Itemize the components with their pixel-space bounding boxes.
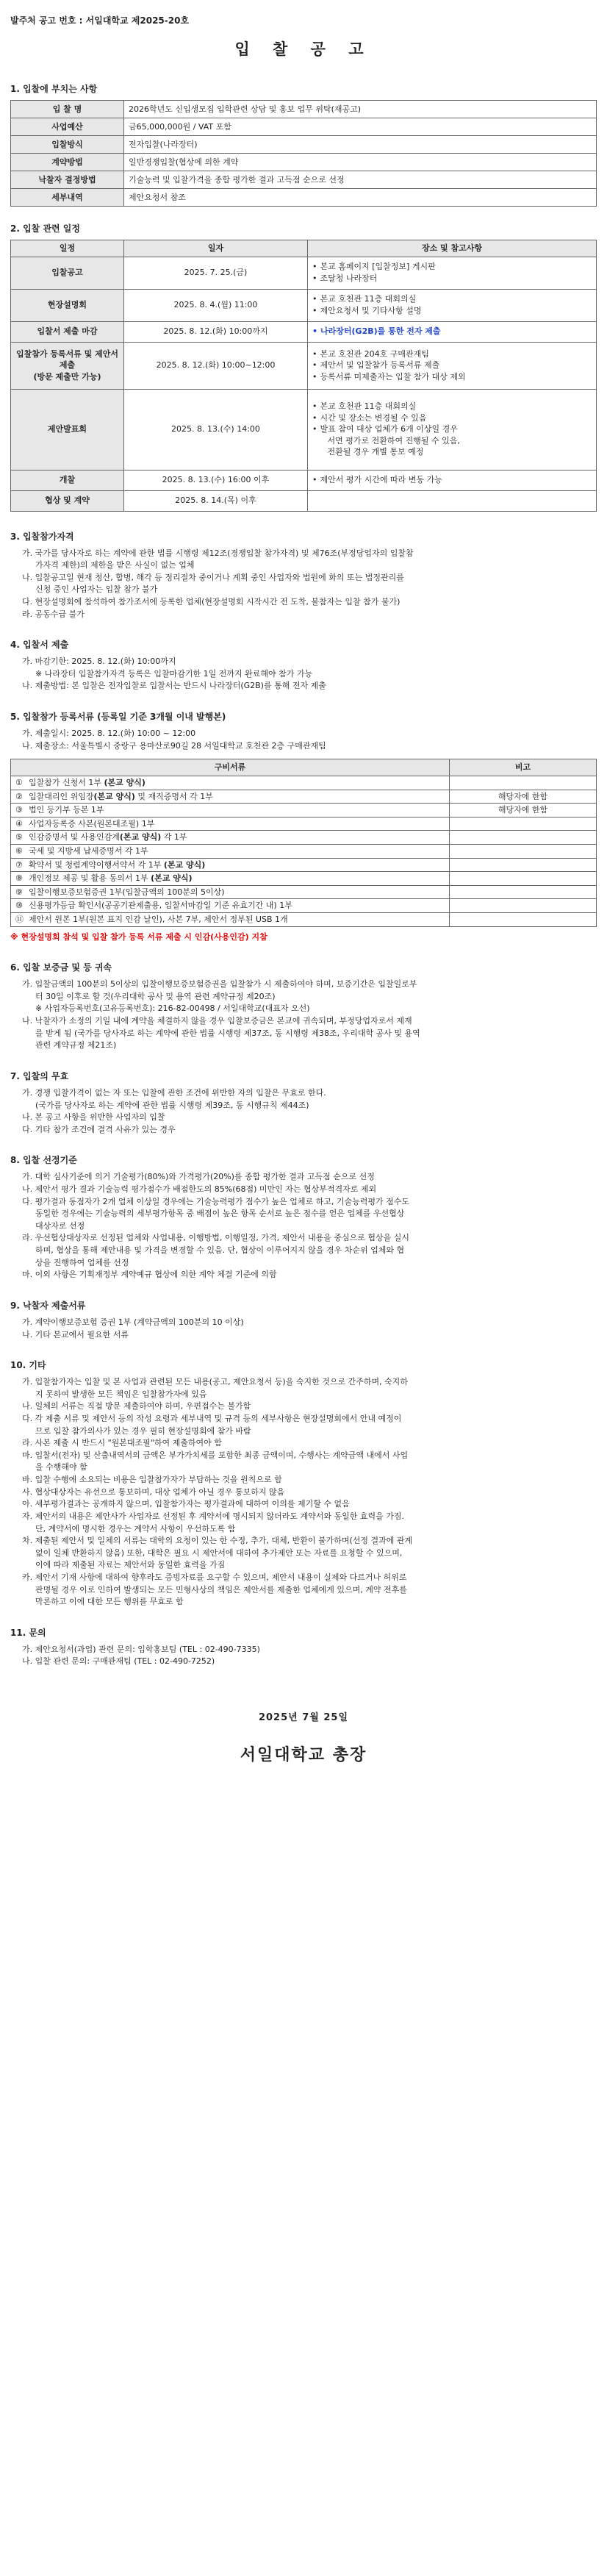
clause-cont: 므로 입찰 참가의사가 있는 경우 필히 현장설명회에 참가 바람 bbox=[35, 1425, 251, 1436]
table-row bbox=[11, 817, 597, 831]
col-header: 일자 bbox=[124, 240, 308, 257]
table-row bbox=[11, 289, 597, 321]
clause: 카. 제안서 기재 사항에 대하여 향후라도 증빙자료를 요구할 수 있으며, 제안서 내용이 실제와 다르거나 허위로 bbox=[22, 1572, 407, 1582]
doc-name: ⑩ 신용평가등급 확인서(공공기관제출용, 입찰서마감일 기준 유효기간 내) 1부 bbox=[11, 899, 450, 913]
clause-cont: 대상자로 선정 bbox=[35, 1220, 85, 1231]
col-header: 구비서류 bbox=[11, 759, 450, 776]
table-row bbox=[11, 188, 597, 206]
schedule-notes bbox=[308, 257, 597, 289]
list-item: • 제안요청서 및 기타사항 설명 bbox=[312, 306, 422, 316]
clause-cont: 을 수행해야 함 bbox=[35, 1462, 87, 1473]
clause: 나. 제안서 평가 결과 기술능력 평가점수가 배점한도의 85%(68점) 미만인 자는 협상부적격자로 제외 bbox=[22, 1184, 377, 1195]
doc-remark bbox=[450, 899, 597, 913]
list-item: • 본교 호천관 11층 대회의실 bbox=[312, 401, 417, 411]
document bbox=[10, 15, 597, 1767]
clause: 나. 본 공고 사항을 위반한 사업자의 입찰 bbox=[22, 1112, 165, 1123]
clause-cont: 이에 따라 제출된 자료는 제안서와 동일한 효력을 가짐 bbox=[35, 1560, 226, 1570]
table-row bbox=[11, 844, 597, 858]
doc-name: ⑦ 확약서 및 청렴계약이행서약서 각 1부 (본교 양식) bbox=[11, 858, 450, 872]
doc-name: ⑪ 제안서 원본 1부(원본 표지 인감 날인), 사본 7부, 제안서 정부된 USB 1개 bbox=[11, 913, 450, 927]
clause: 가. 제안요청서(과업) 관련 문의: 입학홍보팀 (TEL : 02-490-7335) bbox=[22, 1644, 260, 1654]
clause-cont: 동일한 경우에는 기술능력의 세부평가항목 중 배점이 높은 항목 순서로 높은 점수를 얻은 업체를 우선협상 bbox=[35, 1209, 405, 1219]
row-label: 세부내역 bbox=[11, 188, 124, 206]
schedule-date: 2025. 8. 4.(월) 11:00 bbox=[124, 289, 308, 321]
clause: 가. 대학 심사기준에 의거 기술평가(80%)와 가격평가(20%)를 종합 평가한 결과 고득점 순으로 선정 bbox=[22, 1172, 375, 1182]
list-item: • 본교 호천관 11층 대회의실 bbox=[312, 294, 417, 304]
clause-cont: (국가를 당사자로 하는 계약에 관한 법률 시행령 제39조, 동 시행규칙 제44조) bbox=[35, 1100, 309, 1110]
schedule-notes bbox=[308, 470, 597, 490]
doc-name: ⑥ 국세 및 지방세 납세증명서 각 1부 bbox=[11, 844, 450, 858]
col-header: 일정 bbox=[11, 240, 124, 257]
table-row bbox=[11, 885, 597, 899]
table-row bbox=[11, 153, 597, 171]
schedule-label: 입찰서 제출 마감 bbox=[11, 321, 124, 342]
table-row bbox=[11, 321, 597, 342]
doc-remark bbox=[450, 858, 597, 872]
list-item: • 나라장터(G2B)를 통한 전자 제출 bbox=[312, 326, 441, 337]
schedule-label: 협상 및 계약 bbox=[11, 490, 124, 511]
clause: 차. 제출된 제안서 및 일체의 서류는 대학의 요청이 있는 한 수정, 추가, 대체, 반환이 불가하며(선정 결과에 관계 bbox=[22, 1536, 413, 1546]
list-item: • 발표 참여 대상 업체가 6개 이상일 경우 서면 평가로 전환하여 진행될 수 있음, 전환될 경우 개별 통보 예정 bbox=[312, 424, 460, 457]
section-1-title: 1. 입찰에 부치는 사항 bbox=[10, 83, 98, 94]
schedule-notes bbox=[308, 342, 597, 389]
clause: 라. 우선협상대상자로 선정된 업체와 사업내용, 이행방법, 이행일정, 가격, 제안서 내용을 중심으로 협상을 실시 bbox=[22, 1233, 409, 1243]
list-item: • 시간 및 장소는 변경될 수 있음 bbox=[312, 412, 427, 423]
clause-note: ※ 사업자등록번호(고유등록번호): 216-82-00498 / 서일대학교(대표자 오선) bbox=[35, 1003, 310, 1014]
table-row bbox=[11, 790, 597, 804]
clause: 마. 이외 사항은 기획재정부 계약예규 협상에 의한 계약 체결 기준에 의함 bbox=[22, 1270, 277, 1280]
clause: 나. 제출장소: 서울특별시 중랑구 용마산로90길 28 서일대학교 호천관 2층 구매관재팀 bbox=[22, 740, 326, 751]
section-5-title: 5. 입찰참가 등록서류 (등록일 기준 3개월 이내 발행본) bbox=[10, 712, 226, 723]
clause: 나. 낙찰자가 소정의 기일 내에 계약을 체결하지 않을 경우 입찰보증금은 본교에 귀속되며, 부정당업자로서 제재 bbox=[22, 1016, 412, 1026]
table-row bbox=[11, 389, 597, 470]
schedule-label: 제안발표회 bbox=[11, 389, 124, 470]
row-value: 전자입찰(나라장터) bbox=[124, 135, 597, 153]
table-row bbox=[11, 776, 597, 790]
schedule-date: 2025. 8. 12.(화) 10:00까지 bbox=[124, 321, 308, 342]
clause: 나. 입찰공고일 현재 청산, 합병, 해각 등 정리절차 중이거나 계획 중인 사업자와 법원에 화의 또는 법정관리를 bbox=[22, 572, 404, 582]
table-row bbox=[11, 118, 597, 135]
doc-remark bbox=[450, 872, 597, 886]
row-label: 계약방법 bbox=[11, 153, 124, 171]
clause: 마. 입찰서(전자) 및 산출내역서의 금액은 부가가치세를 포함한 최종 금액이며, 수행사는 계약금액 내에서 사업 bbox=[22, 1450, 409, 1460]
clause: 자. 제안서의 내용은 제안사가 사업자로 선정된 후 계약서에 명시되지 않더라도 계약서와 동일한 효력을 가짐. bbox=[22, 1511, 404, 1521]
row-label: 입 찰 명 bbox=[11, 100, 124, 118]
row-value: 기술능력 및 입찰가격을 종합 평가한 결과 고득점 순으로 선정 bbox=[124, 171, 597, 188]
clause: 다. 평가결과 동점자가 2개 업체 이상일 경우에는 기술능력평가 점수가 높은 업체로 하고, 기술능력평가 점수도 bbox=[22, 1196, 409, 1206]
section-10-title: 10. 기타 bbox=[10, 1360, 46, 1371]
section-11-title: 11. 문의 bbox=[10, 1627, 46, 1638]
clause: 아. 세부평가결과는 공개하지 않으며, 입찰참가자는 평가결과에 대하여 이의를 제기할 수 없음 bbox=[22, 1499, 350, 1509]
clause: 나. 기타 본교에서 필요한 서류 bbox=[22, 1329, 129, 1339]
col-header: 장소 및 참고사항 bbox=[308, 240, 597, 257]
row-value: 2026학년도 신입생모집 입학관련 상담 및 홍보 업무 위탁(재공고) bbox=[124, 100, 597, 118]
doc-remark: 해당자에 한함 bbox=[450, 790, 597, 804]
clause-cont: 없이 일체 반환하지 않음) 또한, 대학은 필요 시 제안서에 대하여 추가제안 또는 자료를 요청할 수 있으며, bbox=[35, 1548, 403, 1558]
section-2-title: 2. 입찰 관련 일정 bbox=[10, 223, 80, 234]
clause: 가. 경쟁 입찰가격이 없는 자 또는 입찰에 관한 조건에 위반한 자의 입찰은 무효로 한다. bbox=[22, 1087, 326, 1098]
issuer-name: 서일대학교 총장 bbox=[240, 1746, 367, 1765]
list-item: • 제안서 평가 시간에 따라 변동 가능 bbox=[312, 475, 442, 485]
clause: 다. 현장설명회에 참석하여 참가조서에 등록한 업체(현장설명회 시작시간 전 도착, 불참자는 입찰 참가 불가) bbox=[22, 596, 401, 607]
clause-cont: 를 받게 됨 (국가를 당사자로 하는 계약에 관한 법률 시행령 제37조, 동 시행령 제38조, 우리대학 공사 및 용역 bbox=[35, 1028, 420, 1038]
clause: 가. 계약이행보증보험 증권 1부 (계약금액의 100분의 10 이상) bbox=[22, 1317, 244, 1327]
table-row bbox=[11, 257, 597, 289]
clause-cont: 신청 중인 사업자는 입찰 참가 불가 bbox=[35, 584, 158, 595]
table-row bbox=[11, 490, 597, 511]
schedule-notes bbox=[308, 321, 597, 342]
list-item: • 등록서류 미제출자는 입찰 참가 대상 제외 bbox=[312, 371, 466, 382]
notice-number: 발주처 공고 번호 : 서일대학교 제2025-20호 bbox=[10, 15, 190, 26]
table-row bbox=[11, 872, 597, 886]
doc-remark: 해당자에 한함 bbox=[450, 804, 597, 817]
section-4-title: 4. 입찰서 제출 bbox=[10, 640, 69, 651]
table-row bbox=[11, 831, 597, 845]
doc-remark bbox=[450, 831, 597, 845]
row-value: 일반경쟁입찰(협상에 의한 계약 bbox=[124, 153, 597, 171]
table-header-row bbox=[11, 759, 597, 776]
doc-name: ② 입찰대리인 위임장(본교 양식) 및 재직증명서 각 1부 bbox=[11, 790, 450, 804]
col-header: 비고 bbox=[450, 759, 597, 776]
row-label: 사업예산 bbox=[11, 118, 124, 135]
required-docs-table bbox=[10, 759, 597, 926]
doc-name: ⑤ 인감증명서 및 사용인감계(본교 양식) 각 1부 bbox=[11, 831, 450, 845]
clause-cont: 상을 진행하여 업체를 선정 bbox=[35, 1257, 129, 1267]
clause-cont: 하며, 협상을 통해 제안내용 및 가격을 변경할 수 있음. 단, 협상이 이루어지지 않을 경우 차순위 업체와 협 bbox=[35, 1245, 405, 1256]
table-row bbox=[11, 913, 597, 927]
section-7-title: 7. 입찰의 무효 bbox=[10, 1070, 69, 1081]
clause: 바. 입찰 수행에 소요되는 비용은 입찰참가자가 부담하는 것을 원칙으로 함 bbox=[22, 1475, 282, 1485]
list-item: • 본교 홈페이지 [입찰정보] 게시판 bbox=[312, 262, 436, 272]
schedule-label: 입찰공고 bbox=[11, 257, 124, 289]
clause-cont: 판명될 경우 이로 인하여 발생되는 모든 민형사상의 책임은 제안서를 제출한 업체에게 있으며, 계약 전후를 bbox=[35, 1584, 407, 1595]
notice-date: 2025년 7월 25일 bbox=[258, 1712, 349, 1724]
clause-note: ※ 나라장터 입찰참가자격 등록은 입찰마감기한 1일 전까지 완료해야 참가 가능 bbox=[35, 668, 313, 679]
schedule-notes bbox=[308, 389, 597, 470]
table-header-row bbox=[11, 240, 597, 257]
clause: 가. 제출일시: 2025. 8. 12.(화) 10:00 ~ 12:00 bbox=[22, 729, 196, 739]
clause-cont: 지 못하여 발생한 모든 책임은 입찰참가자에 있음 bbox=[35, 1389, 207, 1399]
clause: 다. 기타 참가 조건에 결격 사유가 있는 경우 bbox=[22, 1124, 176, 1134]
schedule-notes bbox=[308, 289, 597, 321]
clause: 라. 공동수급 불가 bbox=[22, 609, 85, 619]
table-row bbox=[11, 135, 597, 153]
clause: 나. 입찰 관련 문의: 구매관재팀 (TEL : 02-490-7252) bbox=[22, 1656, 215, 1667]
schedule-date: 2025. 8. 13.(수) 14:00 bbox=[124, 389, 308, 470]
clause: 가. 입찰금액의 100분의 5이상의 입찰이행보증보험증권을 입찰참가 시 제출하여야 하며, 보증기간은 입찰일로부 bbox=[22, 979, 417, 990]
doc-name: ⑨ 입찰이행보증보험증권 1부(입찰금액의 100분의 5이상) bbox=[11, 885, 450, 899]
row-value: 금65,000,000원 / VAT 포함 bbox=[124, 118, 597, 135]
list-item: • 제안서 및 입찰참가 등록서류 제출 bbox=[312, 360, 440, 371]
row-value: 제안요청서 참조 bbox=[124, 188, 597, 206]
schedule-date: 2025. 8. 13.(수) 16:00 이후 bbox=[124, 470, 308, 490]
clause-cont: 단, 계약서에 명시한 경우는 계약서 사항이 우선하도록 함 bbox=[35, 1523, 236, 1534]
schedule-label: 입찰참가 등록서류 및 제안서 제출 (방문 제출만 가능) bbox=[11, 342, 124, 389]
doc-remark bbox=[450, 913, 597, 927]
warning-note: ※ 현장설명회 참석 및 입찰 참가 등록 서류 제출 시 인감(사용인감) 지참 bbox=[10, 931, 267, 942]
schedule-notes bbox=[308, 490, 597, 511]
schedule-label: 현장설명회 bbox=[11, 289, 124, 321]
schedule-date: 2025. 8. 12.(화) 10:00~12:00 bbox=[124, 342, 308, 389]
clause: 나. 일체의 서류는 직접 방문 제출하여야 하며, 우편접수는 불가함 bbox=[22, 1401, 251, 1412]
table-row bbox=[11, 804, 597, 817]
schedule-date: 2025. 8. 14.(목) 이후 bbox=[124, 490, 308, 511]
schedule-table bbox=[10, 240, 597, 512]
schedule-date: 2025. 7. 25.(금) bbox=[124, 257, 308, 289]
table-row bbox=[11, 858, 597, 872]
table-row bbox=[11, 899, 597, 913]
docs-body bbox=[11, 776, 597, 926]
doc-remark bbox=[450, 817, 597, 831]
list-item: • 본교 호천관 204호 구매관재팀 bbox=[312, 348, 429, 359]
row-label: 낙찰자 결정방법 bbox=[11, 171, 124, 188]
clause-cont: 막론하고 이에 대한 모든 행위를 무효로 함 bbox=[35, 1597, 184, 1607]
clause-cont: 관련 계약규정 제21조) bbox=[35, 1040, 117, 1051]
schedule-label: 개찰 bbox=[11, 470, 124, 490]
doc-name: ④ 사업자등록증 사본(원본대조필) 1부 bbox=[11, 817, 450, 831]
page-title: 입 찰 공 고 bbox=[234, 40, 373, 59]
clause-cont: 터 30일 이후로 할 것(우리대학 공사 및 용역 관련 계약규정 제20조) bbox=[35, 991, 276, 1001]
section-3-title: 3. 입찰참가자격 bbox=[10, 531, 74, 542]
clause-cont: 가자격 제한)의 제한을 받은 사실이 없는 업체 bbox=[35, 560, 195, 570]
section-8-title: 8. 입찰 선정기준 bbox=[10, 1155, 77, 1166]
clause: 사. 협상대상자는 유선으로 통보하며, 대상 업체가 아닐 경우 통보하지 않음 bbox=[22, 1486, 285, 1497]
clause: 가. 국가를 당사자로 하는 계약에 관한 법률 시행령 제12조(경쟁입찰 참가자격) 및 제76조(부정당업자의 입찰참 bbox=[22, 548, 414, 558]
clause: 다. 각 제출 서류 및 제안서 등의 작성 요령과 세부내역 및 규격 등의 세부사항은 현장설명회에서 안내 예정이 bbox=[22, 1414, 402, 1424]
doc-name: ① 입찰참가 신청서 1부 (본교 양식) bbox=[11, 776, 450, 790]
doc-name: ⑧ 개인정보 제공 및 활용 동의서 1부 (본교 양식) bbox=[11, 872, 450, 886]
overview-table bbox=[10, 100, 597, 207]
clause: 가. 마감기한: 2025. 8. 12.(화) 10:00까지 bbox=[22, 656, 176, 667]
doc-remark bbox=[450, 776, 597, 790]
clause: 가. 입찰참가자는 입찰 및 본 사업과 관련된 모든 내용(공고, 제안요청서 등)을 숙지한 것으로 간주하며, 숙지하 bbox=[22, 1377, 408, 1387]
doc-remark bbox=[450, 844, 597, 858]
clause: 나. 제출방법: 본 입찰은 전자입찰로 입찰서는 반드시 나라장터(G2B)를 통해 전자 제출 bbox=[22, 681, 326, 691]
table-row bbox=[11, 470, 597, 490]
doc-remark bbox=[450, 885, 597, 899]
table-row bbox=[11, 342, 597, 389]
list-item: • 조달청 나라장터 bbox=[312, 273, 378, 284]
section-6-title: 6. 입찰 보증금 및 등 귀속 bbox=[10, 962, 112, 973]
table-row bbox=[11, 171, 597, 188]
section-9-title: 9. 낙찰자 제출서류 bbox=[10, 1300, 86, 1311]
row-label: 입찰방식 bbox=[11, 135, 124, 153]
clause: 라. 사본 제출 시 반드시 "원본대조필"하여 제출하여야 함 bbox=[22, 1438, 222, 1448]
doc-name: ③ 법인 등기부 등본 1부 bbox=[11, 804, 450, 817]
table-row bbox=[11, 100, 597, 118]
